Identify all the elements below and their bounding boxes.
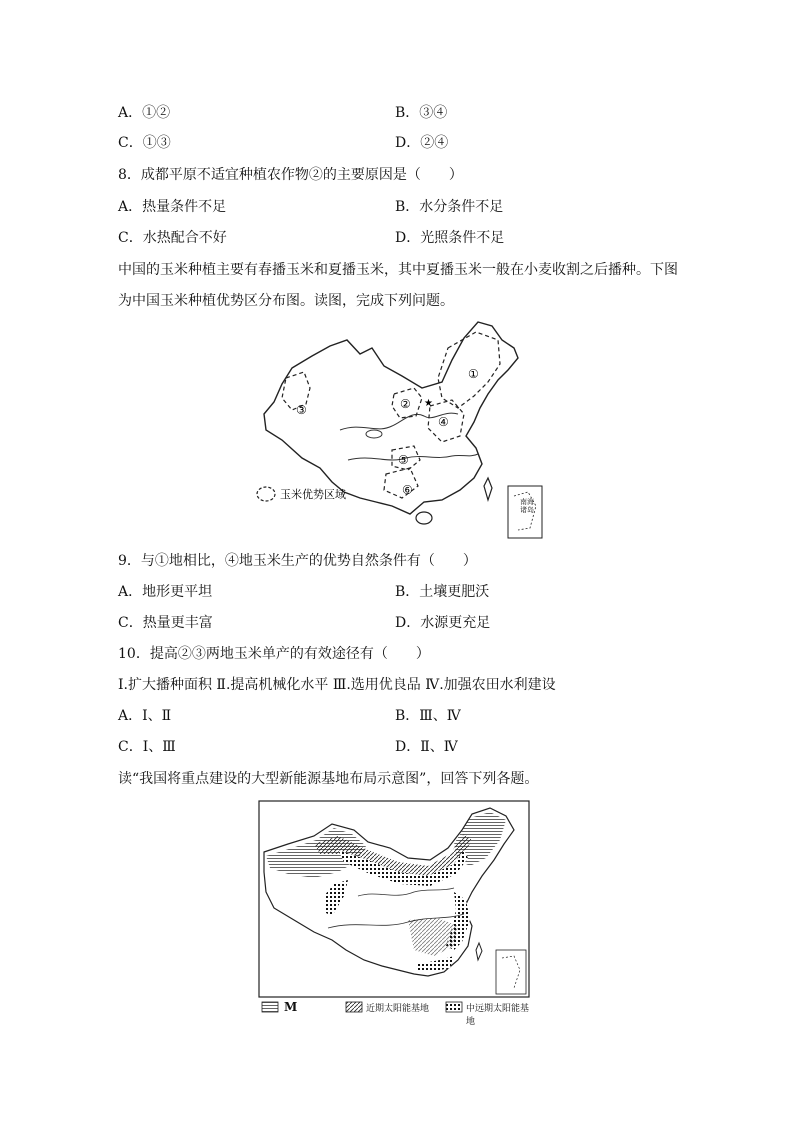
legend-mid-label: 中远期太阳能基地 <box>466 1004 530 1027</box>
legend-m-swatch <box>262 1002 278 1012</box>
q10-stem: 10．提高②③两地玉米单产的有效途径有（ ） <box>118 646 430 662</box>
legend-near-swatch <box>346 1002 362 1012</box>
legend-near-label: 近期太阳能基地 <box>366 1004 430 1014</box>
q8-option-b: B．水分条件不足 <box>395 199 504 215</box>
lake <box>366 430 382 438</box>
taiwan-island <box>484 478 492 500</box>
corn-region-6 <box>384 468 418 498</box>
q9-option-a: A．地形更平坦 <box>118 584 213 600</box>
energy-base-map <box>258 800 530 1027</box>
q10-option-b: B．Ⅲ、Ⅳ <box>395 708 461 724</box>
capital-star-icon: ★ <box>424 398 433 409</box>
energy-base-map-svg <box>258 800 530 1018</box>
corn-region-map <box>252 318 544 540</box>
q8-option-c: C．水热配合不好 <box>118 230 227 246</box>
q8-stem: 8．成都平原不适宜种植农作物②的主要原因是（ ） <box>118 167 463 183</box>
q10-items: Ⅰ.扩大播种面积 Ⅱ.提高机械化水平 Ⅲ.选用优良品 Ⅳ.加强农田水利建设 <box>118 677 556 693</box>
legend-mid-swatch <box>446 1002 462 1012</box>
q7-option-a: A．①② <box>118 105 171 121</box>
region-label-5: ⑤ <box>398 453 409 467</box>
legend-m-label: M <box>284 1000 298 1014</box>
china-outline <box>264 322 518 514</box>
q8-option-a: A．热量条件不足 <box>118 199 227 215</box>
region-label-6: ⑥ <box>402 483 413 497</box>
yangtze-river <box>348 454 478 460</box>
region-label-4: ④ <box>438 415 449 429</box>
legend-dashed-symbol <box>257 487 275 501</box>
q9-option-d: D．水源更充足 <box>395 615 491 631</box>
q10-option-c: C．Ⅰ、Ⅲ <box>118 739 176 755</box>
q10-option-a: A．Ⅰ、Ⅱ <box>118 708 172 724</box>
inset-label: 南海诸岛 <box>520 498 534 514</box>
passage2: 读“我国将重点建设的大型新能源基地布局示意图”，回答下列各题。 <box>118 771 539 787</box>
region-label-3: ③ <box>296 403 307 417</box>
q7-option-c: C．①③ <box>118 135 171 151</box>
q10-option-d: D．Ⅱ、Ⅳ <box>395 739 458 755</box>
passage1-line2: 为中国玉米种植优势区分布图。读图，完成下列问题。 <box>118 293 454 309</box>
hainan-island <box>416 512 432 524</box>
corn-region-map-svg <box>252 318 544 540</box>
q7-option-b: B．③④ <box>395 105 448 121</box>
passage1-line1: 中国的玉米种植主要有春播玉米和夏播玉米，其中夏播玉米一般在小麦收割之后播种。下图 <box>118 262 678 278</box>
region-label-2: ② <box>400 397 411 411</box>
q8-option-d: D．光照条件不足 <box>395 230 505 246</box>
q9-option-b: B．土壤更肥沃 <box>395 584 490 600</box>
q9-stem: 9．与①地相比，④地玉米生产的优势自然条件有（ ） <box>118 553 477 569</box>
q9-option-c: C．热量更丰富 <box>118 615 213 631</box>
q7-option-d: D．②④ <box>395 135 449 151</box>
region-label-1: ① <box>468 367 479 381</box>
map1-legend-text: 玉米优势区域 <box>280 488 346 501</box>
